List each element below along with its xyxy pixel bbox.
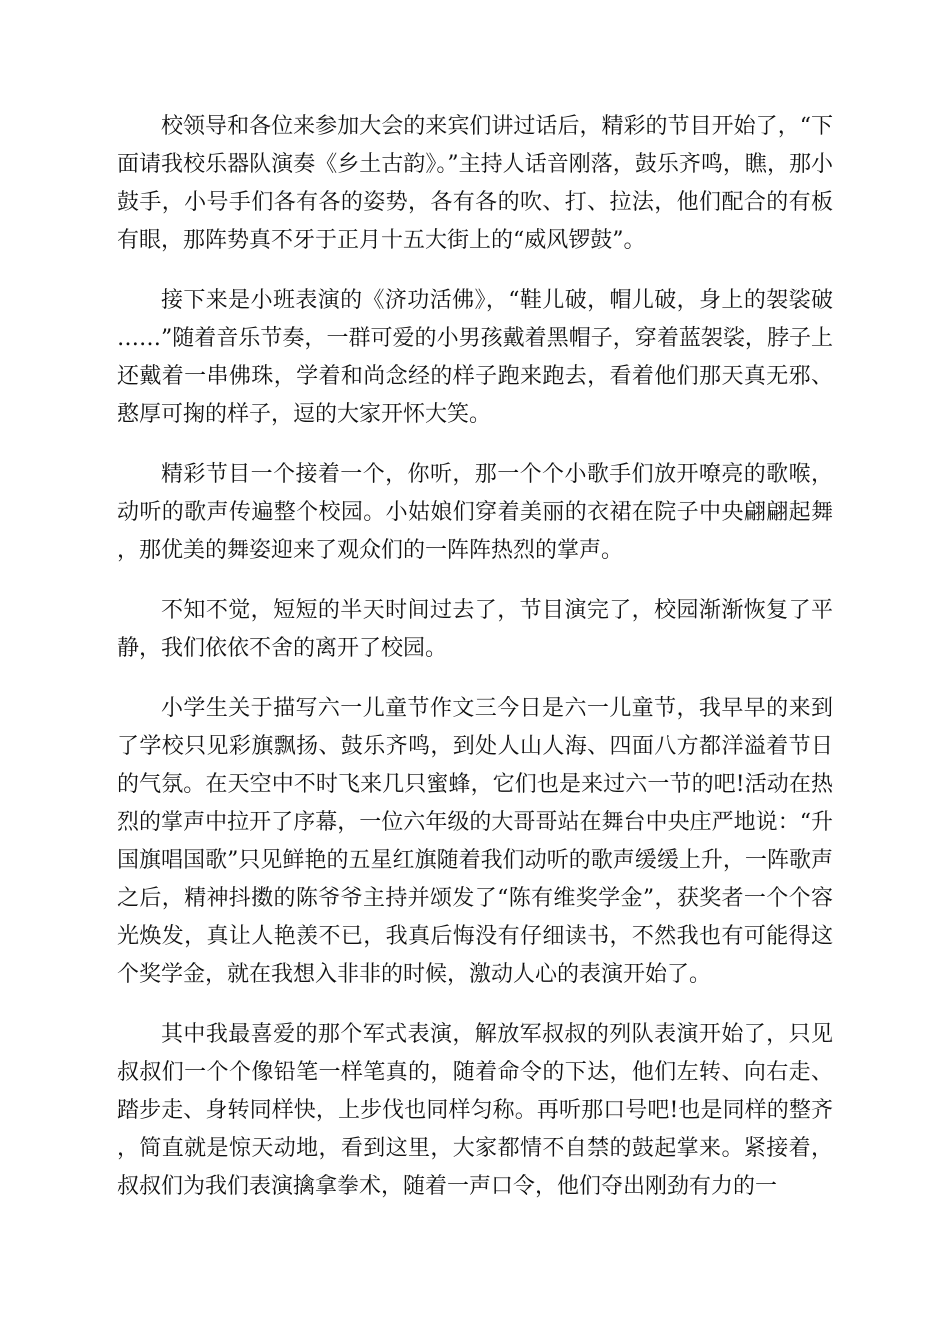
paragraph-2: 接下来是小班表演的《济功活佛》，“鞋儿破，帽儿破，身上的袈裟破……”随着音乐节奏，一群可爱的小男孩戴着黑帽子，穿着蓝袈裟，脖子上还戴着一串佛珠，学着和尚念经的样子跑来跑去，看着他们那天真无邪、憨厚可掬的样子，逗的大家开怀大笑。 — [117, 288, 833, 427]
document-body — [117, 108, 833, 1228]
paragraph-6: 其中我最喜爱的那个军式表演，解放军叔叔的列队表演开始了，只见叔叔们一个个像铅笔一样笔真的，随着命令的下达，他们左转、向右走、踏步走、身转同样快，上步伐也同样匀称。再听那口号吧!也是同样的整齐，简直就是惊天动地，看到这里，大家都情不自禁的鼓起掌来。紧接着，叔叔们为我们表演擒拿拳术，随着一声口令，他们夺出刚劲有力的一 — [117, 1022, 833, 1199]
paragraph-5: 小学生关于描写六一儿童节作文三今日是六一儿童节，我早早的来到了学校只见彩旗飘扬、鼓乐齐鸣，到处人山人海、四面八方都洋溢着节日的气氛。在天空中不时飞来几只蜜蜂，它们也是来过六一节的吧!活动在热烈的掌声中拉开了序幕，一位六年级的大哥哥站在舞台中央庄严地说：“升国旗唱国歌”只见鲜艳的五星红旗随着我们动听的歌声缓缓上升，一阵歌声之后，精神抖擞的陈爷爷主持并颂发了“陈有维奖学金”，获奖者一个个容光焕发，真让人艳羡不已，我真后悔没有仔细读书，不然我也有可能得这个奖学金，就在我想入非非的时候，激动人心的表演开始了。 — [117, 696, 833, 987]
paragraph-3: 精彩节目一个接着一个，你听，那一个个小歌手们放开嘹亮的歌喉，动听的歌声传遍整个校园。小姑娘们穿着美丽的衣裙在院子中央翩翩起舞，那优美的舞姿迎来了观众们的一阵阵热烈的掌声。 — [117, 462, 833, 563]
paragraph-1: 校领导和各位来参加大会的来宾们讲过话后，精彩的节目开始了，“下面请我校乐器队演奏《乡土古韵》。”主持人话音刚落，鼓乐齐鸣，瞧，那小鼓手，小号手们各有各的姿势，各有各的吹、打、拉法，他们配合的有板有眼，那阵势真不牙于正月十五大街上的“威风锣鼓”。 — [117, 114, 833, 253]
paragraph-4: 不知不觉，短短的半天时间过去了，节目演完了，校园渐渐恢复了平静，我们依依不舍的离开了校园。 — [117, 598, 833, 661]
